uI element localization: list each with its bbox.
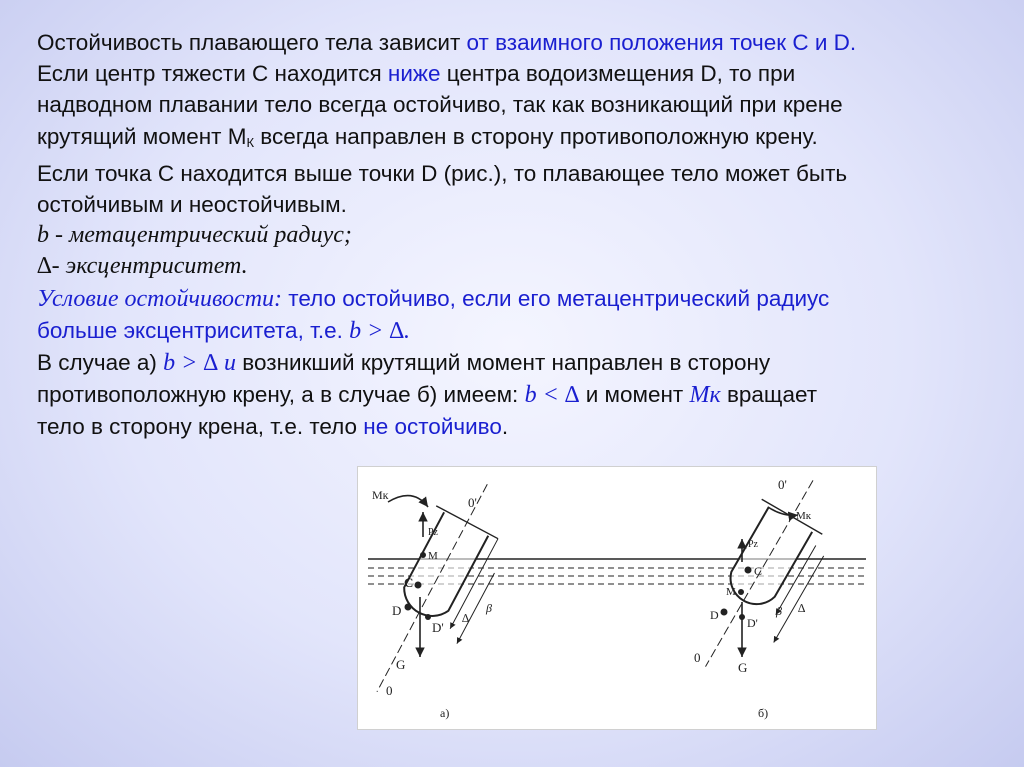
case-a-axis — [377, 484, 487, 691]
text-line-8: ∆- эксцентриситет. — [37, 253, 248, 280]
svg-text:∆: ∆ — [462, 611, 470, 625]
text-line-5: Если точка С находится выше точки D (рис.), то плавающее тело может быть — [37, 160, 848, 186]
svg-text:G: G — [396, 657, 406, 672]
text-line-4: крутящий момент $М_К$ всегда направлен в сторону противоположную крену. — [37, 123, 818, 150]
svg-text:M: M — [726, 586, 736, 598]
case-a-moment-arrow — [388, 496, 428, 507]
text-line-9: Условие остойчивости: тело остойчиво, если его метацентрический радиус — [37, 285, 830, 312]
svg-text:∆: ∆ — [798, 601, 806, 615]
svg-text:Мк: Мк — [372, 488, 389, 502]
svg-text:C: C — [404, 575, 414, 590]
svg-text:Pz: Pz — [748, 539, 758, 550]
stability-diagram — [358, 467, 876, 729]
svg-text:D: D — [710, 608, 719, 622]
svg-text:0: 0 — [694, 650, 701, 665]
text-line-12: противоположную крену, а в случае б) имеем: b < ∆ и момент Мк вращает — [37, 382, 818, 409]
text-line-10: больше эксцентриситета, т.е. b > ∆. — [37, 317, 411, 344]
svg-text:0': 0' — [468, 495, 477, 510]
slide-text — [37, 27, 997, 443]
svg-text:M: M — [428, 550, 438, 562]
svg-text:0: 0 — [386, 683, 393, 698]
svg-text:Pz: Pz — [428, 527, 438, 538]
text-line-3: надводном плавании тело всегда остойчиво, так как возникающий при крене — [37, 92, 843, 118]
svg-text:D': D' — [747, 616, 758, 630]
stability-figure — [357, 466, 877, 730]
svg-text:D: D — [392, 603, 402, 618]
case-b-diagram — [675, 467, 854, 720]
svg-text:а): а) — [440, 706, 450, 720]
text-line-2: Если центр тяжести С находится ниже центра водоизмещения D, то при — [37, 61, 796, 87]
svg-text:Мк: Мк — [796, 510, 812, 522]
text-line-7: b - метацентрический радиус; — [37, 222, 352, 249]
svg-text:б): б) — [758, 706, 769, 720]
text-line-11: В случае а) b > ∆ и возникший крутящий момент направлен в сторону — [37, 350, 771, 377]
text-line-1: Остойчивость плавающего тела зависит от взаимного положения точек С и D. — [37, 30, 857, 55]
svg-text:C: C — [754, 564, 763, 578]
svg-text:D': D' — [432, 620, 444, 635]
svg-text:β: β — [776, 604, 782, 618]
svg-text:G: G — [738, 660, 748, 675]
case-a-diagram — [358, 468, 530, 720]
text-line-6: остойчивым и неостойчивым. — [37, 192, 347, 218]
svg-text:0': 0' — [778, 477, 787, 492]
text-line-13: тело в сторону крена, т.е. тело не остойчиво. — [37, 414, 509, 440]
svg-text:β: β — [486, 601, 492, 615]
